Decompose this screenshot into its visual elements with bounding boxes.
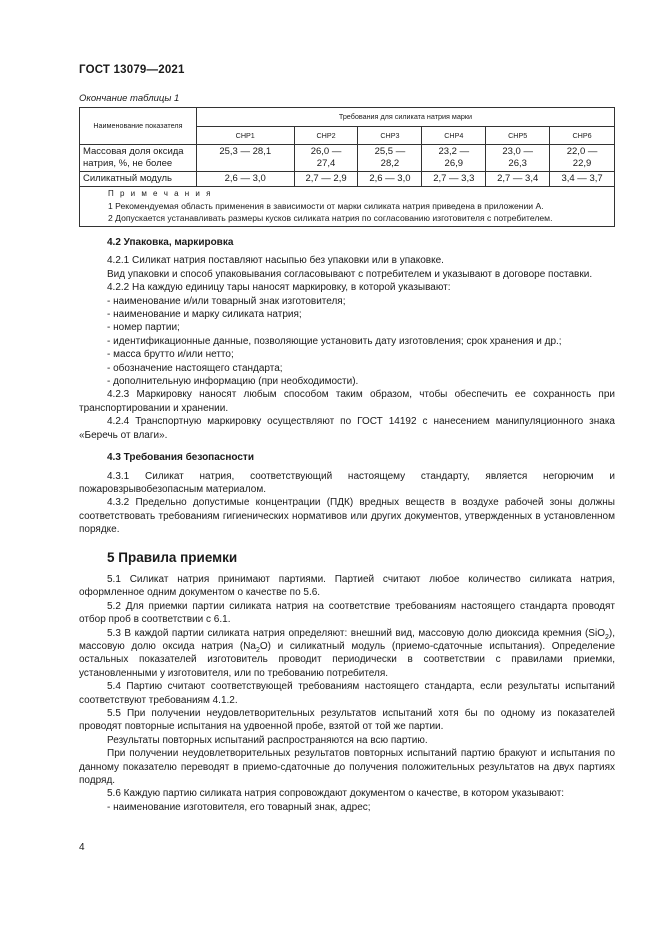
table-cell: 2,7 — 3,3 (422, 172, 486, 187)
table-caption: Окончание таблицы 1 (79, 93, 180, 104)
paragraph: 4.3.1 Силикат натрия, соответствующий настоящему стандарту, является негорючим и пожаровзрывобезопасным материалом. (79, 470, 615, 495)
document-body (79, 236, 615, 814)
table-notes (80, 187, 615, 227)
paragraph: При получении неудовлетворительных результатов повторных испытаний партию бракуют и испытания по данному показателю переводят в приемо-сдаточные до получения положительных результатов на двух партиях подряд. (79, 748, 615, 787)
document-header: ГОСТ 13079—2021 (79, 64, 185, 76)
table-cell: 2,6 — 3,0 (196, 172, 294, 187)
section-heading: 4.3 Требования безопасности (107, 452, 254, 464)
grade-header: СНР4 (422, 127, 486, 145)
list-item: - наименование и марку силиката натрия; (107, 309, 302, 321)
paragraph: 4.3.2 Предельно допустимые концентрации (ПДК) вредных веществ в воздухе рабочей зоны должны соответствовать требованиям гигиенических нормативов или других документов, утвержденных в установленном порядке. (79, 497, 615, 536)
paragraph (79, 627, 615, 681)
row-label: Силикатный модуль (80, 172, 197, 187)
note-item: 1 Рекомендуемая область применения в зависимости от марки силиката натрия приведена в приложении А. (108, 201, 544, 211)
list-item: - идентификационные данные, позволяющие установить дату изготовления; срок хранения и др.; (107, 335, 562, 347)
table-cell: 25,3 — 28,1 (196, 145, 294, 172)
list-item: - наименование изготовителя, его товарный знак, адрес; (107, 801, 371, 813)
table-cell: 2,6 — 3,0 (358, 172, 422, 187)
paragraph: 5.6 Каждую партию силиката натрия сопровождают документом о качестве, в котором указывают: (107, 788, 565, 800)
subscript: 2 (256, 646, 260, 654)
table-cell: 26,0 — 27,4 (294, 145, 358, 172)
list-item: - обозначение настоящего стандарта; (107, 362, 283, 374)
grade-header: СНР1 (196, 127, 294, 145)
paragraph: 4.2.4 Транспортную маркировку осуществляют по ГОСТ 14192 с нанесением манипуляционного знака «Беречь от влаги». (79, 416, 615, 441)
paragraph: Результаты повторных испытаний распространяются на всю партию. (107, 734, 428, 746)
text-run: O) и силикатный модуль (приемо-сдаточные испытания). Определение остальных показателей изготовитель проводит периодически в соответствии с правилами приемки, установленными у изготовителя, или по требованию потребителя. (79, 640, 616, 679)
table-cell: 3,4 — 3,7 (550, 172, 615, 187)
paragraph: 5.4 Партию считают соответствующей требованиям настоящего стандарта, если результаты испытаний соответствуют требованиям 4.1.2. (79, 681, 615, 706)
table-cell: 23,2 — 26,9 (422, 145, 486, 172)
list-item: - дополнительную информацию (при необходимости). (107, 376, 359, 388)
table-cell: 22,0 — 22,9 (550, 145, 615, 172)
requirements-table (79, 107, 615, 227)
list-item: - масса брутто и/или нетто; (107, 349, 234, 361)
paragraph: 4.2.1 Силикат натрия поставляют насыпью без упаковки или в упаковке. (107, 255, 444, 267)
paragraph: 4.2.2 На каждую единицу тары наносят маркировку, в которой указывают: (107, 282, 451, 294)
grade-header: СНР6 (550, 127, 615, 145)
table-row (80, 145, 615, 172)
section-heading: 4.2 Упаковка, маркировка (107, 237, 234, 248)
paragraph: 5.2 Для приемки партии силиката натрия на соответствие требованиям настоящего стандарта проводят отбор проб в соответствии с 6.1. (79, 600, 615, 626)
page-number: 4 (79, 842, 85, 853)
grade-header: СНР3 (358, 127, 422, 145)
col-header-group: Требования для силиката натрия марки (196, 108, 614, 127)
table-cell: 25,5 — 28,2 (358, 145, 422, 172)
table-cell: 23,0 — 26,3 (486, 145, 550, 172)
table-header-row (80, 108, 615, 127)
table-notes-row (80, 187, 615, 227)
note-item: 2 Допускается устанавливать размеры кусков силиката натрия по согласованию изготовителя с потребителем. (108, 213, 553, 223)
list-item: - наименование и/или товарный знак изготовителя; (107, 295, 346, 307)
paragraph: 5.1 Силикат натрия принимают партиями. Партией считают любое количество силиката натрия, оформленное одним документом о качестве по 5.6. (79, 573, 615, 599)
text-run: ), массовую долю оксида натрия (Na (79, 627, 615, 652)
text-run: 5.3 В каждой партии силиката натрия определяют: внешний вид, массовую долю диоксида кремния (SiO (107, 627, 605, 639)
paragraph: 4.2.3 Маркировку наносят любым способом таким образом, чтобы обеспечить ее сохранность при транспортировании и хранении. (79, 389, 615, 414)
table-cell: 2,7 — 3,4 (486, 172, 550, 187)
notes-title: П р и м е ч а н и я (108, 189, 213, 198)
grade-header: СНР5 (486, 127, 550, 145)
table-row (80, 172, 615, 187)
grade-header: СНР2 (294, 127, 358, 145)
row-label: Массовая доля оксида натрия, %, не более (80, 145, 197, 172)
paragraph: 5.5 При получении неудовлетворительных результатов испытаний хотя бы по одному из показателей проводят повторные испытания на удвоенной пробе, взятой от той же партии. (79, 708, 615, 733)
list-item: - номер партии; (107, 322, 180, 334)
subscript: 2 (604, 633, 609, 641)
col-header-name: Наименование показателя (80, 108, 197, 145)
paragraph: Вид упаковки и способ упаковывания согласовывают с потребителем и указывают в договоре поставки. (107, 268, 593, 280)
table-cell: 2,7 — 2,9 (294, 172, 358, 187)
chapter-heading: 5 Правила приемки (107, 549, 238, 565)
